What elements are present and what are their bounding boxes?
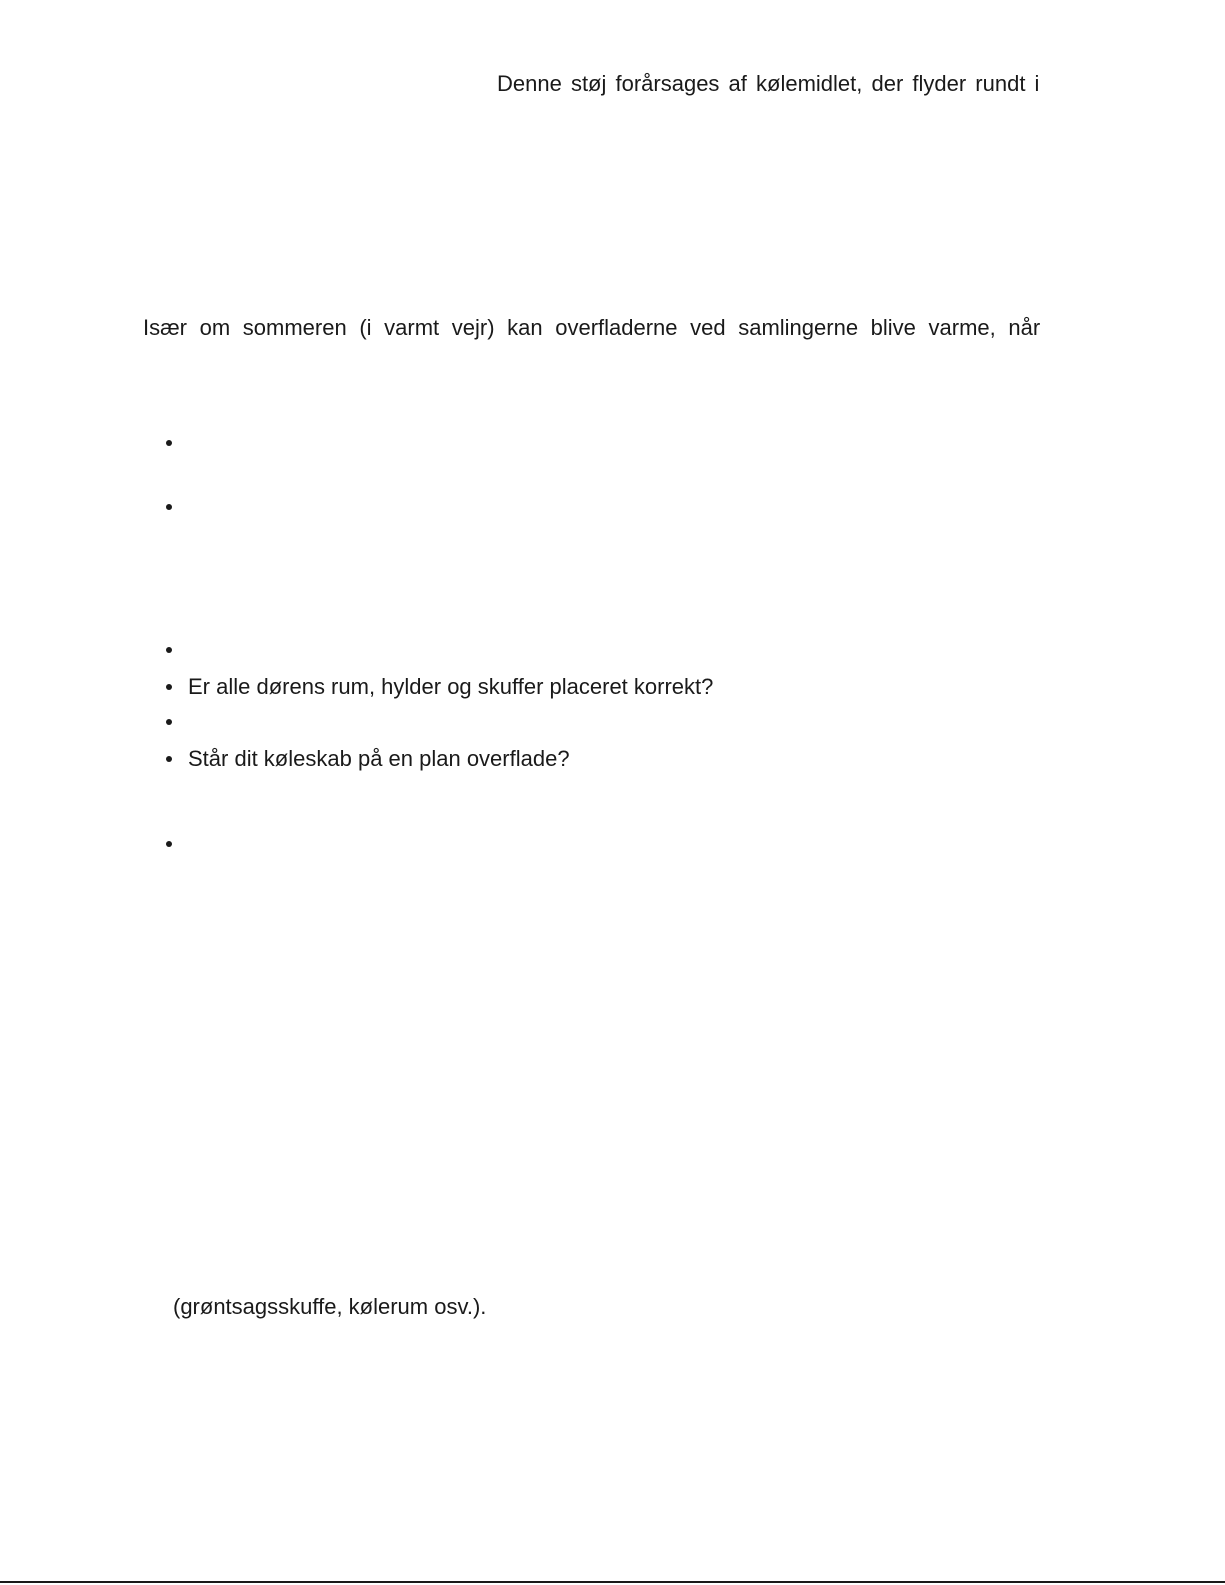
bottom-rule	[0, 1581, 1225, 1583]
checklist-item-door-compartments: Er alle dørens rum, hylder og skuffer placeret korrekt?	[188, 674, 714, 699]
noise-text-line: Denne støj forårsages af kølemidlet, der flyder rundt i	[497, 71, 1040, 96]
bullet-1	[166, 440, 172, 446]
bullet-6	[166, 756, 172, 762]
summer-text-line: Især om sommeren (i varmt vejr) kan overfladerne ved samlingerne blive varme, når	[143, 315, 1041, 340]
bullet-2	[166, 504, 172, 510]
checklist-item-level-surface: Står dit køleskab på en plan overflade?	[188, 746, 570, 771]
bullet-3	[166, 647, 172, 653]
bullet-4	[166, 684, 172, 690]
bullet-7	[166, 841, 172, 847]
bullet-5	[166, 719, 172, 725]
footer-note-line: (grøntsagsskuffe, kølerum osv.).	[173, 1294, 487, 1319]
